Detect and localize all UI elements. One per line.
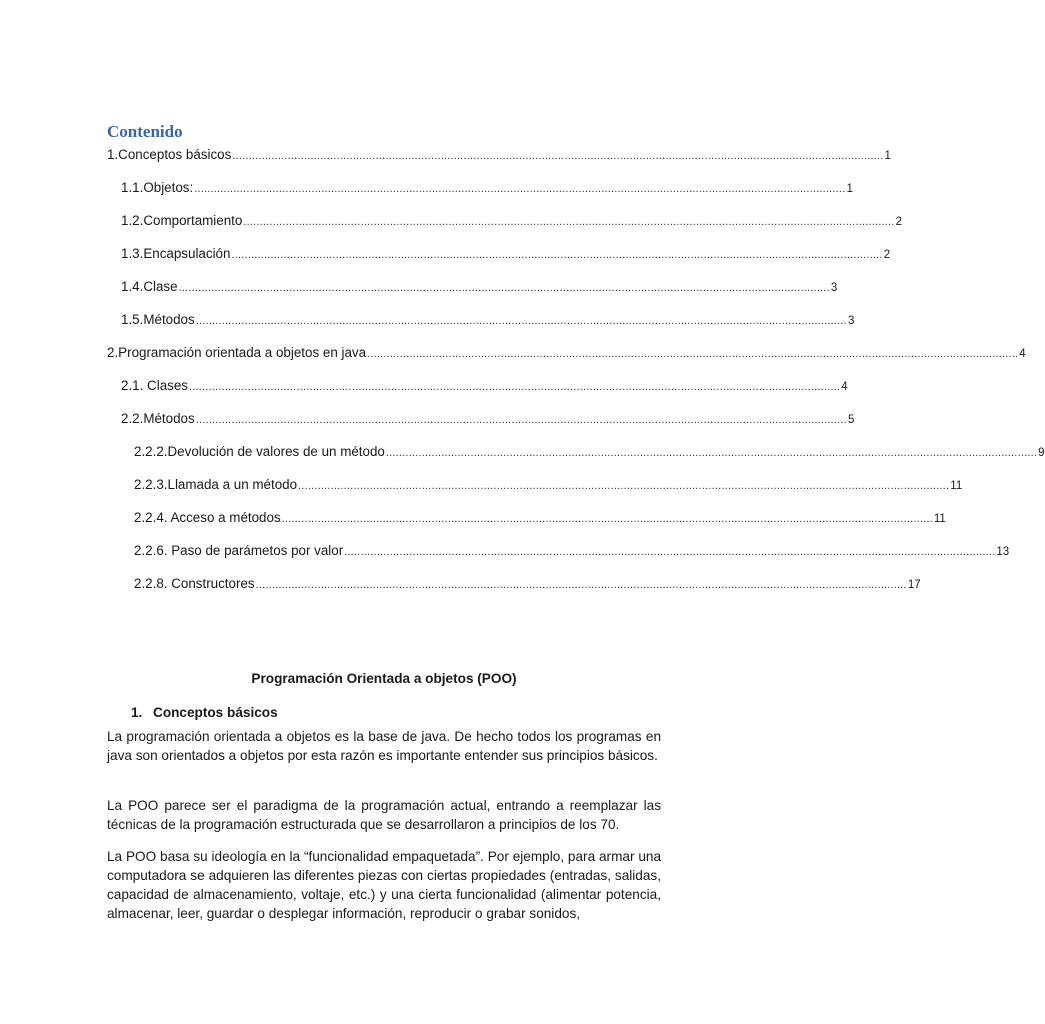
- toc-entry-text: 2.2.3.Llamada a un método: [134, 477, 298, 492]
- toc-entry[interactable]: [107, 146, 891, 164]
- toc-leader-dots: ........................................................................................................................................................................................................: [385, 447, 1038, 459]
- toc-entry[interactable]: [121, 179, 853, 197]
- toc-entry-number: 1.5.: [121, 312, 144, 327]
- toc-entry-page: 3: [830, 282, 838, 294]
- body-paragraph: La POO parece ser el paradigma de la programación actual, entrando a reemplazar las técnicas de la programación estructurada que se desarrollaron a principios de los 70.: [107, 798, 661, 832]
- toc-leader-dots: ........................................................................................................................................................................................................: [195, 315, 847, 327]
- toc-entry-text: Métodos: [143, 312, 195, 327]
- toc-entry-page: 1: [846, 183, 853, 195]
- toc-entry-text: 2.2.2.Devolución de valores de un método: [134, 444, 385, 459]
- toc-leader-dots: ........................................................................................................................................................................................................: [232, 150, 884, 162]
- toc-entry-text: Objetos:: [143, 180, 194, 195]
- toc-entry[interactable]: [121, 311, 855, 329]
- toc-entry-text: Encapsulación: [143, 246, 231, 261]
- toc-title: Contenido: [107, 122, 183, 141]
- toc-leader-dots: ........................................................................................................................................................................................................: [194, 183, 846, 195]
- toc-leader-dots: ........................................................................................................................................................................................................: [231, 249, 883, 261]
- toc-entry-text: Comportamiento: [143, 213, 243, 228]
- toc-entry-text: Programación orientada a objetos en java: [118, 345, 367, 360]
- toc-entry-page: 13: [996, 546, 1010, 558]
- toc-entry-number: 1.4.: [121, 279, 144, 294]
- toc-leader-dots: ........................................................................................................................................................................................................: [195, 414, 847, 426]
- toc-entry-number: 1.1.: [121, 180, 144, 195]
- toc-leader-dots: ........................................................................................................................................................................................................: [178, 282, 830, 294]
- toc-entry-number: 1.3.: [121, 246, 144, 261]
- toc-leader-dots: ........................................................................................................................................................................................................: [189, 381, 841, 393]
- toc-entry-page: 3: [847, 315, 855, 327]
- toc-entry-text: Conceptos básicos: [118, 147, 232, 162]
- section-heading: [131, 705, 278, 720]
- toc-leader-dots: ........................................................................................................................................................................................................: [344, 546, 996, 558]
- toc-entry-number: 1.2.: [121, 213, 144, 228]
- document-title: Programación Orientada a objetos (POO): [251, 671, 517, 686]
- toc-leader-dots: ........................................................................................................................................................................................................: [298, 480, 950, 492]
- toc-entry-text: 2.1. Clases: [121, 378, 188, 393]
- toc-entry[interactable]: [134, 476, 963, 494]
- body-paragraph: La POO basa su ideología en la “funcionalidad empaquetada”. Por ejemplo, para armar una computadora se adquieren las diferentes piezas con ciertas propiedades (entradas, salidas, capacidad de almacenamiento, voltaje, etc.) y una cierta funcionalidad (alimentar potencia, almacenar, leer, guardar o desplegar información, reproducir o grabar sonidos,: [107, 849, 661, 921]
- toc-leader-dots: ........................................................................................................................................................................................................: [243, 216, 895, 228]
- toc-entry-page: 11: [933, 513, 946, 525]
- section-title: Conceptos básicos: [153, 705, 278, 720]
- toc-leader-dots: ........................................................................................................................................................................................................: [255, 579, 907, 591]
- toc-leader-dots: ........................................................................................................................................................................................................: [281, 513, 933, 525]
- toc-entry-page: 4: [841, 381, 848, 393]
- toc-entry[interactable]: [134, 542, 1010, 560]
- toc-entry[interactable]: [134, 575, 921, 593]
- toc-entry-text: 2.2.6. Paso de parámetos por valor: [134, 543, 344, 558]
- toc-entry-text: Clase: [143, 279, 178, 294]
- toc-entry[interactable]: [134, 509, 946, 527]
- body-paragraph: La programación orientada a objetos es la base de java. De hecho todos los programas en java son orientados a objetos por esta razón es importante entender sus principios básicos.: [107, 729, 661, 763]
- toc-entry[interactable]: [107, 344, 1026, 362]
- toc-entry-page: 5: [847, 414, 855, 426]
- toc-entry[interactable]: [134, 443, 1045, 461]
- toc-entry-page: 4: [1019, 348, 1026, 360]
- toc-entry[interactable]: [121, 245, 891, 263]
- toc-entry-text: 2.2.Métodos: [121, 411, 195, 426]
- section-number: 1.: [131, 705, 143, 720]
- toc-entry[interactable]: [121, 212, 902, 230]
- toc-entry-number: 2.: [107, 345, 119, 360]
- toc-entry-page: 9: [1038, 447, 1045, 459]
- toc-entry-text: 2.2.8. Constructores: [134, 576, 255, 591]
- toc-entry-page: 2: [883, 249, 891, 261]
- toc-entry-page: 1: [884, 150, 891, 162]
- toc-entry-page: 11: [950, 480, 963, 492]
- toc-entry[interactable]: [121, 278, 838, 296]
- toc-entry-number: 1.: [107, 147, 119, 162]
- toc-entry-page: 17: [907, 579, 921, 591]
- toc-entry-text: 2.2.4. Acceso a métodos: [134, 510, 281, 525]
- toc-entry[interactable]: [121, 377, 848, 395]
- toc-entry[interactable]: [121, 410, 855, 428]
- toc-leader-dots: ........................................................................................................................................................................................................: [367, 348, 1019, 360]
- toc-entry-page: 2: [895, 216, 902, 228]
